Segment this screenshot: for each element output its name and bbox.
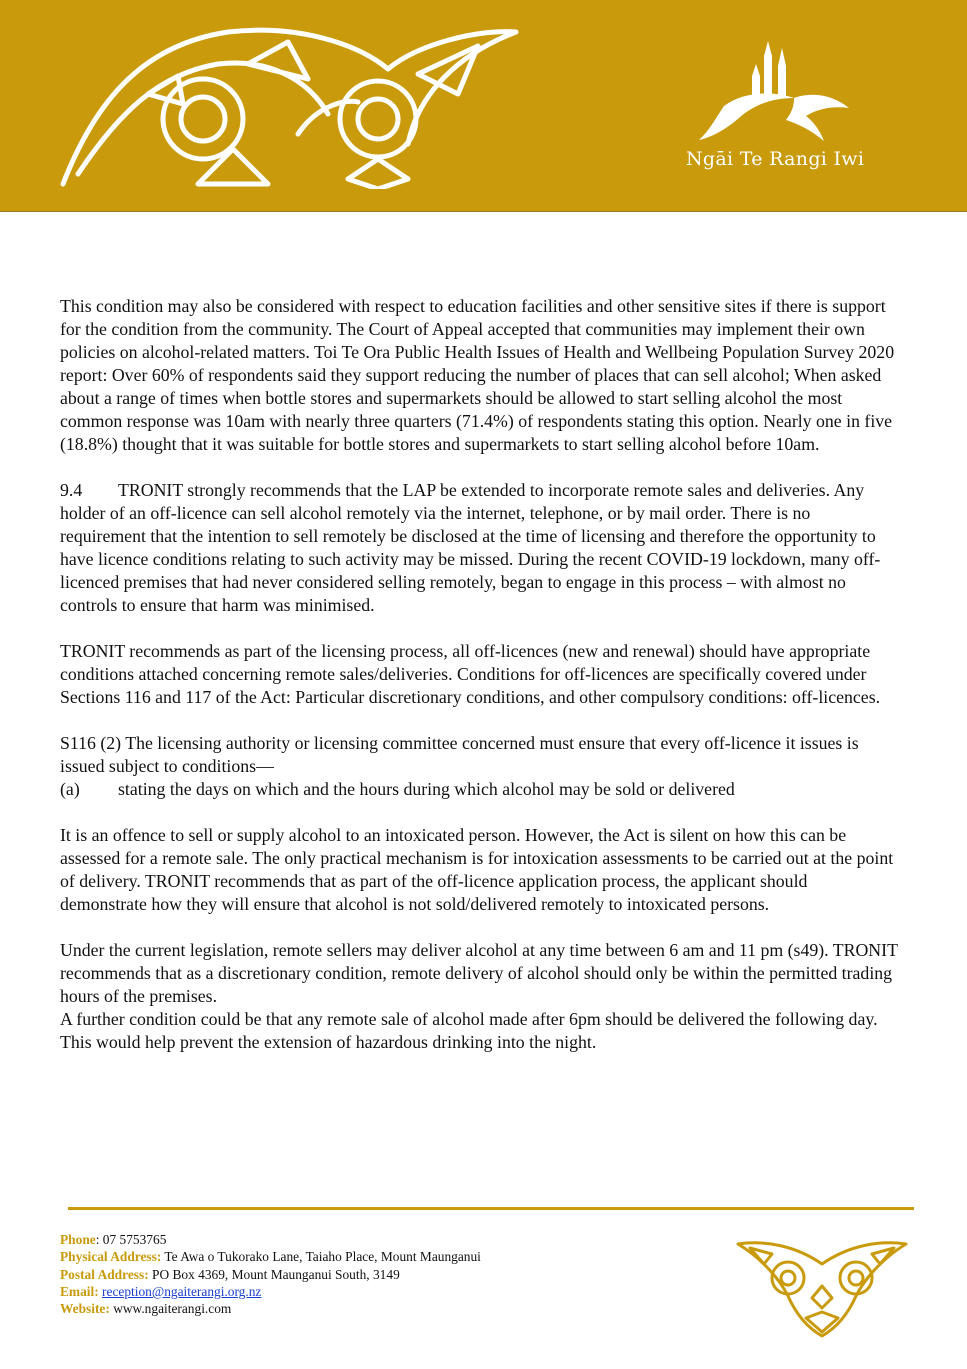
maori-koru-pattern-icon xyxy=(58,24,520,189)
footer-contact xyxy=(60,1231,660,1317)
numbered-paragraph xyxy=(60,479,898,617)
footer-divider xyxy=(68,1207,914,1210)
maori-pattern-footer-icon xyxy=(736,1236,908,1338)
paragraph: This condition may also be considered with respect to education facilities and other sensitive sites if there is support for the condition from the community. The Court of Appeal accepted that communities may implement their own policies on alcohol-related matters. Toi Te Ora Public Health Issues of Health and Wellbeing Population Survey 2020 report: Over 60% of respondents said they support reducing the number of places that can sell alcohol; When asked about a range of times when bottle stores and supermarkets should be allowed to start selling alcohol the most common response was 10am with nearly three quarters (71.4%) of respondents stating this option. Nearly one in five (18.8%) thought that it was suitable for bottle stores and supermarkets to start selling alcohol before 10am. xyxy=(60,296,895,454)
footer-postal-address: Postal Address: PO Box 4369, Mount Maunganui South, 3149 xyxy=(60,1266,400,1282)
list-item-text: stating the days on which and the hours during which alcohol may be sold or delivered xyxy=(118,779,735,799)
email-link[interactable]: reception@ngaiterangi.org.nz xyxy=(102,1283,262,1299)
footer-physical-address: Physical Address: Te Awa o Tukorako Lane, Taiaho Place, Mount Maunganui xyxy=(60,1249,481,1265)
paragraph-text: TRONIT strongly recommends that the LAP be extended to incorporate remote sales and deliveries. Any holder of an off-licence can sell alcohol remotely via the internet, telephone, or by mail order. There is no requirement that the intention to sell remotely be disclosed at the time of licensing and therefore the opportunity to have licence conditions relating to such activity may be missed. During the recent COVID-19 lockdown, many off-licenced premises that had never considered selling remotely, began to engage in this process – with almost no controls to ensure that harm was minimised. xyxy=(60,480,881,615)
footer-email: Email: reception@ngaiterangi.org.nz xyxy=(60,1283,262,1299)
website-link[interactable]: www.ngaiterangi.com xyxy=(109,1301,232,1317)
paragraph: Under the current legislation, remote sellers may deliver alcohol at any time between 6 am and 11 pm (s49). TRONIT recommends that as a discretionary condition, remote delivery of alcohol should only be within the permitted trading hours of the premises. xyxy=(60,940,898,1006)
footer-website: Website: www.ngaiterangi.com xyxy=(60,1301,232,1317)
page-header xyxy=(0,0,967,212)
paragraph: S116 (2) The licensing authority or licensing committee concerned must ensure that every off-licence it issues is issued subject to conditions— xyxy=(60,733,859,776)
document-body xyxy=(60,295,898,1077)
list-item xyxy=(60,778,898,801)
paragraph: It is an offence to sell or supply alcohol to an intoxicated person. However, the Act is silent on how this can be assessed for a remote sale. The only practical mechanism is for intoxication assessments to be carried out at the point of delivery. TRONIT recommends that as part of the off-licence application process, the applicant should demonstrate how they will ensure that alcohol is not sold/delivered remotely to intoxicated persons. xyxy=(60,825,894,914)
ngai-te-rangi-logo-icon xyxy=(694,36,852,146)
footer-phone: Phone: 07 5753765 xyxy=(60,1232,167,1247)
paragraph: TRONIT recommends as part of the licensing process, all off-licences (new and renewal) should have appropriate conditions attached concerning remote sales/deliveries. Conditions for off-licences are specifically covered under Sections 116 and 117 of the Act: Particular discretionary conditions, and other compulsory conditions: off-licences. xyxy=(60,641,881,707)
paragraph: A further condition could be that any remote sale of alcohol made after 6pm should be delivered the following day. This would help prevent the extension of hazardous drinking into the night. xyxy=(60,1009,878,1052)
logo-text: Ngāi Te Rangi Iwi xyxy=(686,148,865,170)
paragraph-number: 9.4 xyxy=(60,480,83,500)
list-item-label: (a) xyxy=(60,779,80,799)
